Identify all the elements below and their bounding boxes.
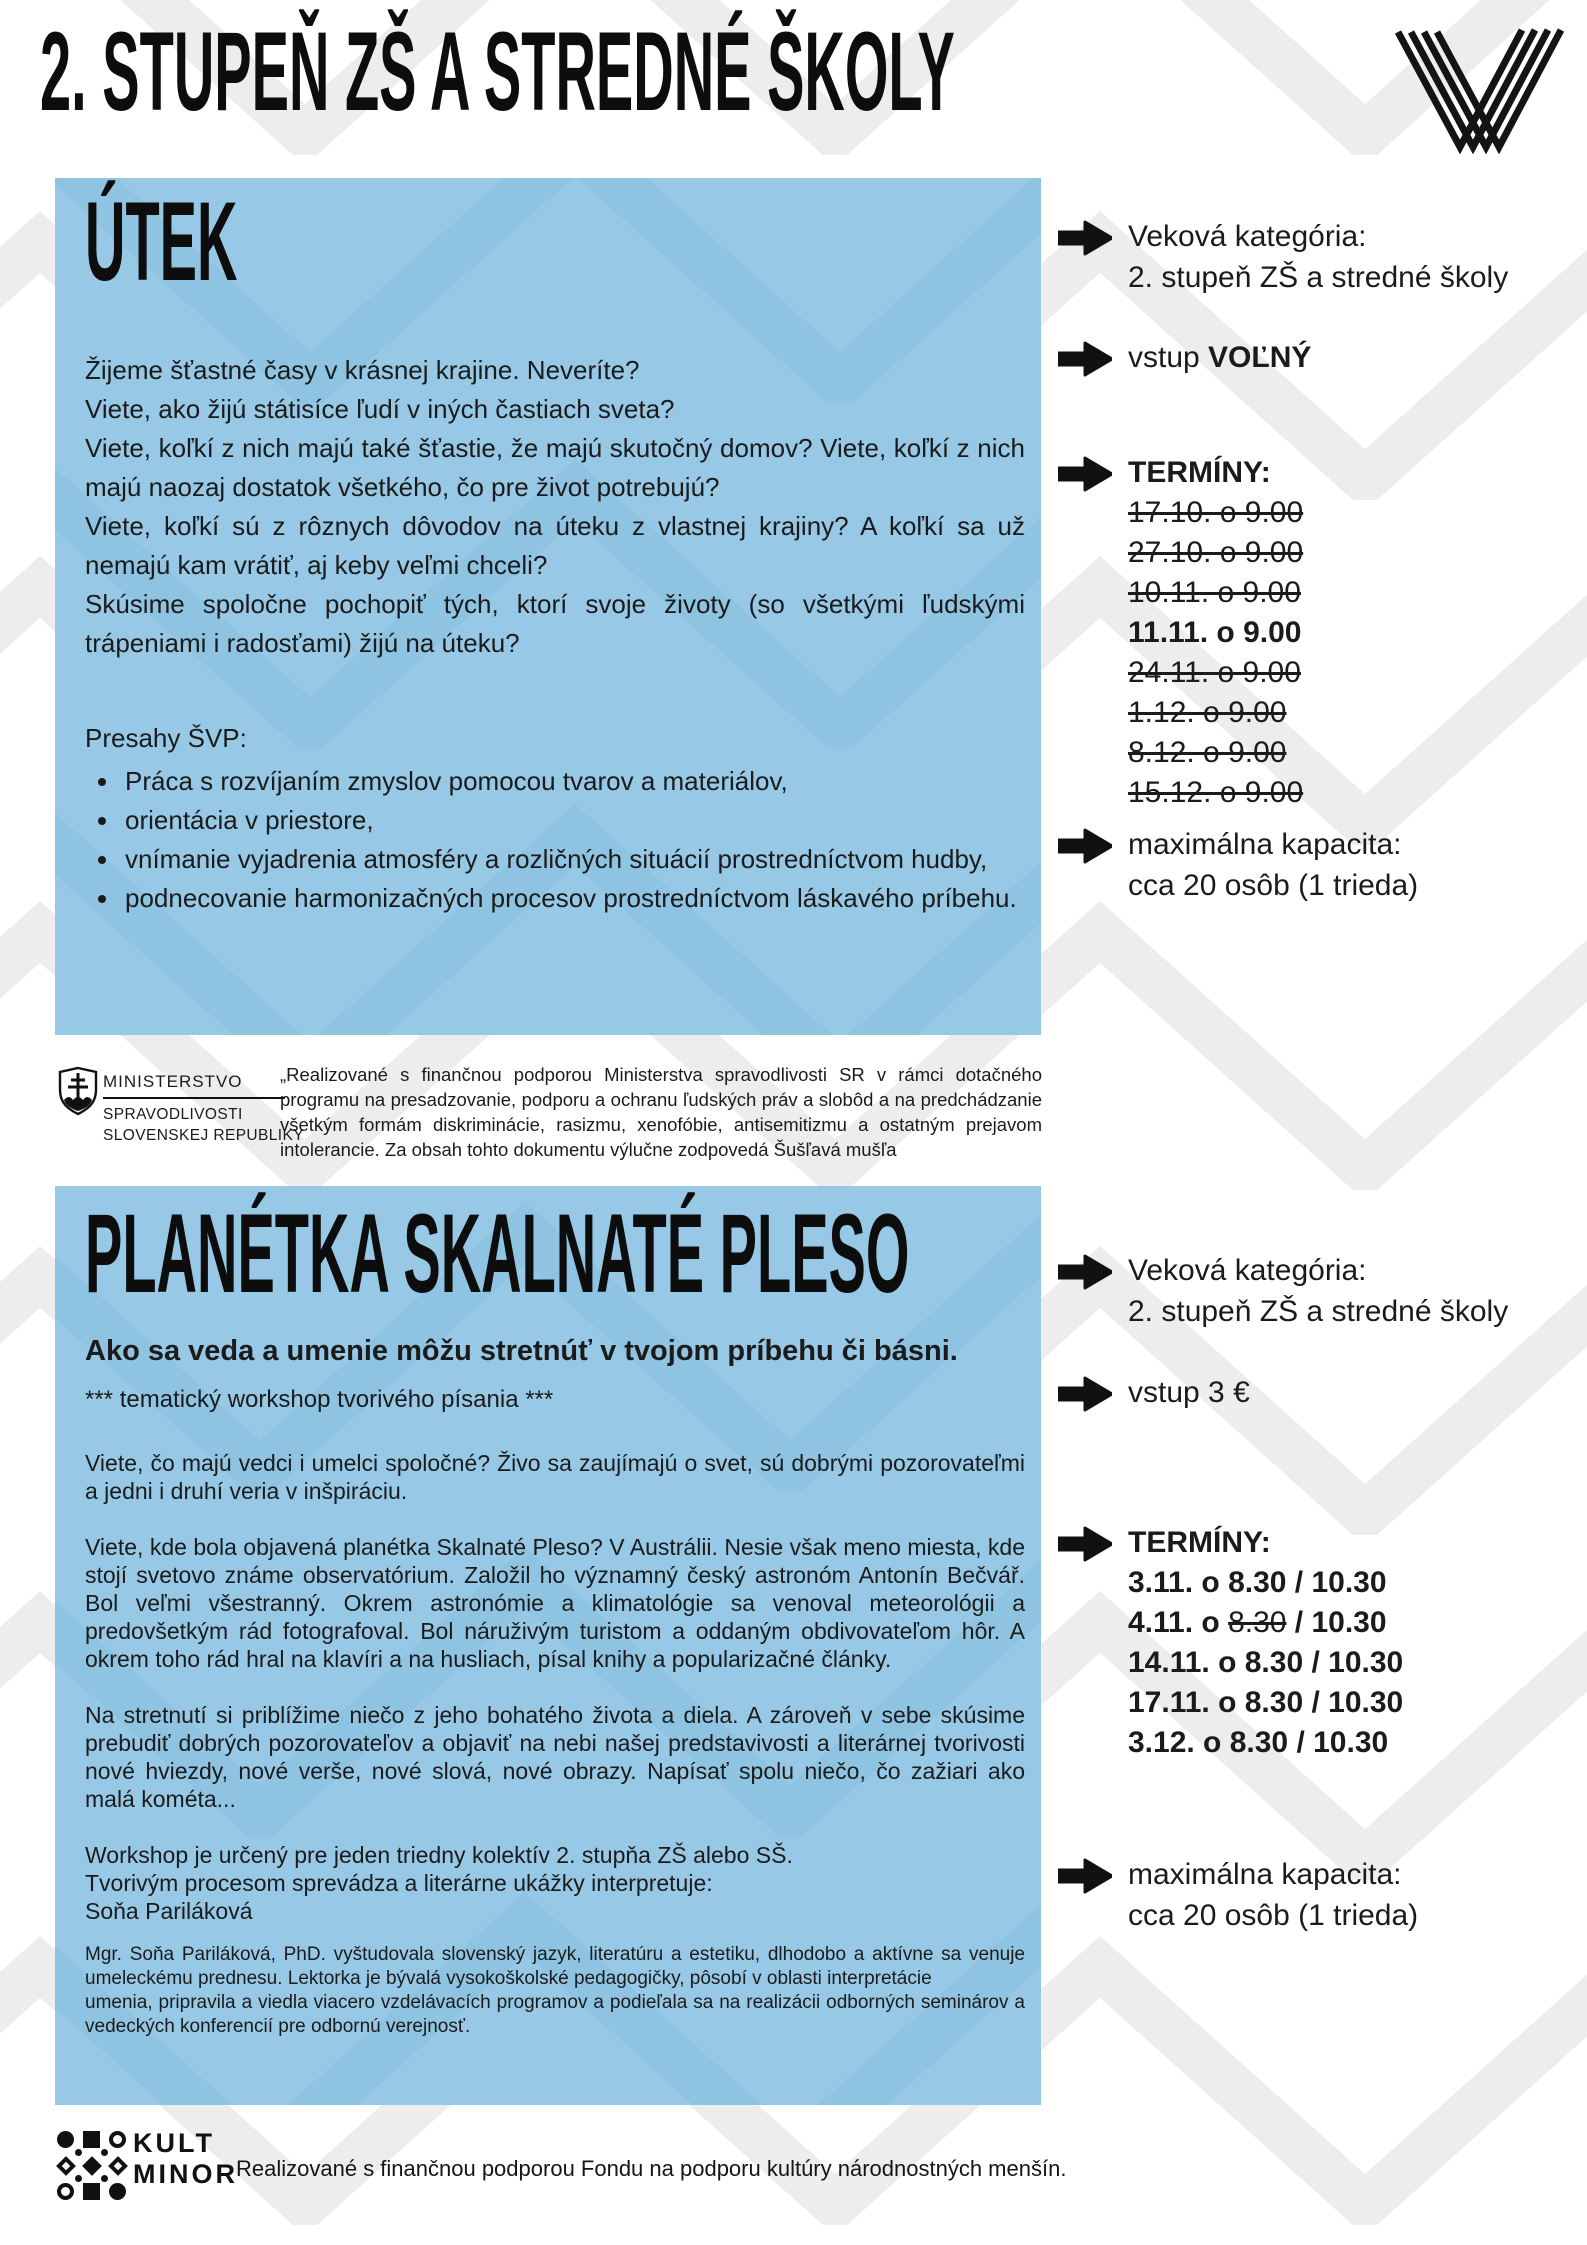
workshop-line: Soňa Pariláková bbox=[85, 1898, 253, 1925]
entry-fee-prefix: vstup bbox=[1128, 1376, 1209, 1409]
logo-shape bbox=[101, 2175, 108, 2182]
program-title-text: ÚTEK bbox=[85, 179, 238, 304]
date-line bbox=[1128, 1683, 1403, 1723]
ministry-name-line1: MINISTERSTVO bbox=[103, 1072, 285, 1099]
ministry-name-line3: SLOVENSKEJ REPUBLIKY bbox=[103, 1127, 304, 1144]
svp-label: Presahy ŠVP: bbox=[85, 723, 247, 754]
capacity-value: cca 20 osôb (1 trieda) bbox=[1128, 1899, 1419, 1932]
program-title-text: PLANÉTKA SKALNATÉ PLESO bbox=[85, 1191, 910, 1316]
age-category-value: 2. stupeň ZŠ a stredné školy bbox=[1128, 261, 1509, 294]
svp-item: • orientácia v priestore, bbox=[121, 801, 1025, 840]
entry-fee-text bbox=[1128, 1372, 1250, 1413]
date-line bbox=[1128, 1723, 1403, 1763]
svp-item: • Práca s rozvíjaním zmyslov pomocou tvarov a materiálov, bbox=[121, 762, 1025, 801]
program-card-utek bbox=[55, 178, 1041, 1035]
brand-v-logo bbox=[1390, 26, 1568, 154]
age-category-value: 2. stupeň ZŠ a stredné školy bbox=[1128, 1295, 1509, 1328]
kultminor-logo-icon bbox=[57, 2131, 126, 2200]
date-line bbox=[1128, 613, 1303, 653]
svp-list bbox=[85, 762, 1025, 918]
date-part: 8.30 bbox=[1228, 1606, 1287, 1639]
workshop-line: Tvorivým procesom sprevádza a literárne ukážky interpretuje: bbox=[85, 1870, 713, 1897]
capacity-label: maximálna kapacita: bbox=[1128, 828, 1402, 861]
program-description bbox=[85, 1449, 1025, 1813]
arrow-icon bbox=[1058, 1526, 1112, 1562]
funding-credit: Realizované s finančnou podporou Fondu na podporu kultúry národnostných menšín. bbox=[236, 2156, 1067, 2181]
bio-line: Mgr. Soňa Pariláková, PhD. vyštudovala slovenský jazyk, literatúru a estetiku, dlhodobo a aktívne sa venuje umeleckému prednesu. Lektorka je bývalá vysokoškolské pedagogičky, pôsobí v oblasti interpretácie bbox=[85, 1944, 1025, 1990]
lecturer-bio bbox=[85, 1943, 1025, 2039]
capacity-value: cca 20 osôb (1 trieda) bbox=[1128, 869, 1419, 902]
svp-item: • vnímanie vyjadrenia atmosféry a rozličných situácií prostredníctvom hudby, bbox=[121, 840, 1025, 879]
logo-shape bbox=[108, 2156, 128, 2176]
arrow-icon bbox=[1058, 1858, 1112, 1894]
entry-fee-prefix: vstup bbox=[1128, 341, 1209, 374]
logo-shape bbox=[57, 2131, 74, 2148]
intro-line: Viete, koľkí sú z rôznych dôvodov na úteku z vlastnej krajiny? A koľkí sa už nemajú kam vrátiť, aj keby veľmi chceli? bbox=[85, 511, 1025, 581]
logo-shape bbox=[83, 2131, 100, 2148]
age-category-text bbox=[1128, 1250, 1508, 1332]
entry-fee-note bbox=[1058, 337, 1563, 378]
date-part: 27.10. o 9.00 bbox=[1128, 536, 1304, 569]
workshop-tagline: *** tematický workshop tvorivého písania *** bbox=[85, 1386, 554, 1414]
capacity-label: maximálna kapacita: bbox=[1128, 1858, 1402, 1891]
program-title bbox=[85, 1191, 1025, 1316]
capacity-note bbox=[1058, 1854, 1563, 1936]
date-part: 1.12. o 9.00 bbox=[1128, 696, 1287, 729]
card-content bbox=[55, 178, 1041, 1035]
date-line bbox=[1128, 733, 1303, 773]
date-part: 14.11. o 8.30 / 10.30 bbox=[1128, 1646, 1404, 1679]
dates-label: TERMÍNY: bbox=[1128, 456, 1271, 489]
date-line bbox=[1128, 533, 1303, 573]
page-title bbox=[40, 9, 1587, 134]
dates-note bbox=[1058, 452, 1563, 813]
entry-fee-text bbox=[1128, 337, 1311, 378]
entry-fee-value: 3 € bbox=[1208, 1376, 1250, 1409]
intro-paragraph bbox=[85, 351, 1025, 663]
date-line bbox=[1128, 493, 1303, 533]
date-part: 10.11. o 9.00 bbox=[1128, 576, 1301, 609]
bio-line: umenia, pripravila a viedla viacero vzdelávacích programov a podieľala sa na realizácii odborných seminárov a vedeckých konferencií pre odbornú verejnosť. bbox=[85, 1992, 1025, 2038]
description-paragraph: Viete, čo majú vedci i umelci spoločné? Živo sa zaujímajú o svet, sú dobrými pozorovateľmi a jedni i druhí veria v inšpiráciu. bbox=[85, 1450, 1025, 1505]
intro-line: Žijeme šťastné časy v krásnej krajine. Neveríte? bbox=[85, 355, 640, 386]
date-line bbox=[1128, 1603, 1403, 1643]
dates-block bbox=[1128, 1522, 1403, 1763]
age-category-note bbox=[1058, 216, 1563, 298]
logo-shape bbox=[75, 2175, 82, 2182]
arrow-icon bbox=[1058, 220, 1112, 256]
page-title-text: 2. STUPEŇ ZŠ A STREDNÉ ŠKOLY bbox=[40, 9, 955, 134]
kultminor-line2: MINOR bbox=[133, 2159, 238, 2189]
dates-note bbox=[1058, 1522, 1563, 1763]
date-line bbox=[1128, 1563, 1403, 1603]
workshop-line: Workshop je určený pre jeden triedny kolektív 2. stupňa ZŠ alebo SŠ. bbox=[85, 1842, 793, 1869]
logo-shape bbox=[82, 2156, 102, 2176]
logo-shape bbox=[57, 2183, 74, 2200]
dates-label: TERMÍNY: bbox=[1128, 1526, 1271, 1559]
slovak-coat-of-arms-icon bbox=[57, 1066, 99, 1116]
date-line bbox=[1128, 693, 1303, 733]
ministry-disclaimer: „Realizované s finančnou podporou Ministerstva spravodlivosti SR v rámci dotačného programu na presadzovanie, podporu a ochranu ľudských práv a slobôd a na predchádzanie všetkým formám diskriminácie, rasizmu, xenofóbie, antisemitizmu a ostatným prejavom intolerancie. Za obsah tohto dokumentu výlučne zodpovedá Šušľavá mušľa bbox=[280, 1064, 1042, 1160]
logo-shape bbox=[75, 2149, 82, 2156]
age-category-note bbox=[1058, 1250, 1563, 1332]
workshop-info bbox=[85, 1841, 1025, 1925]
date-part: 15.12. o 9.00 bbox=[1128, 776, 1304, 809]
date-part: 4.11. o bbox=[1128, 1606, 1229, 1639]
date-part: 17.11. o 8.30 / 10.30 bbox=[1128, 1686, 1404, 1719]
logo-shape bbox=[101, 2149, 108, 2156]
date-part: 17.10. o 9.00 bbox=[1128, 496, 1304, 529]
arrow-icon bbox=[1058, 456, 1112, 492]
kultminor-line1: KULT bbox=[133, 2128, 215, 2158]
logo-shape bbox=[109, 2183, 126, 2200]
date-line bbox=[1128, 653, 1303, 693]
arrow-icon bbox=[1058, 828, 1112, 864]
description-paragraph: Viete, kde bola objavená planétka Skalnaté Pleso? V Austrálii. Nesie však meno miesta, kde stojí svetovo známe observatórium. Založil ho významný český astronóm Antonín Bečvář. Bol veľmi všestranný. Okrem astronómie a klimatológie sa venoval meteorológii a predovšetkým rád fotografoval. Bol náruživým turistom a oddaným obdivovateľom hôr. A okrem toho rád hral na klavíri a na husliach, písal knihy a popularizačné články. bbox=[85, 1534, 1025, 1673]
program-title bbox=[85, 179, 1025, 304]
dates-block bbox=[1128, 452, 1303, 813]
date-part: 3.12. o 8.30 / 10.30 bbox=[1128, 1726, 1389, 1759]
age-category-text bbox=[1128, 216, 1508, 298]
date-part: / 10.30 bbox=[1286, 1606, 1387, 1639]
kultminor-wordmark bbox=[133, 2128, 238, 2190]
date-part: 8.12. o 9.00 bbox=[1128, 736, 1287, 769]
date-part: 11.11. o 9.00 bbox=[1128, 616, 1302, 649]
capacity-text bbox=[1128, 1854, 1418, 1936]
dates-list bbox=[1128, 1563, 1403, 1763]
age-category-label: Veková kategória: bbox=[1128, 220, 1367, 253]
dates-list bbox=[1128, 493, 1303, 813]
date-line bbox=[1128, 1643, 1403, 1683]
logo-shape bbox=[109, 2131, 126, 2148]
entry-fee-value: VOĽNÝ bbox=[1208, 341, 1312, 374]
date-part: 24.11. o 9.00 bbox=[1128, 656, 1301, 689]
logo-shape bbox=[83, 2183, 100, 2200]
intro-line: Viete, koľkí z nich majú také šťastie, že majú skutočný domov? Viete, koľkí z nich majú naozaj dostatok všetkého, čo pre život potrebujú? bbox=[85, 433, 1025, 503]
svp-item: • podnecovanie harmonizačných procesov prostredníctvom láskavého príbehu. bbox=[121, 879, 1025, 918]
arrow-icon bbox=[1058, 1376, 1112, 1412]
capacity-text bbox=[1128, 824, 1418, 906]
logo-shape bbox=[56, 2156, 76, 2176]
program-card-planetka bbox=[55, 1186, 1041, 2105]
date-line bbox=[1128, 773, 1303, 813]
date-line bbox=[1128, 573, 1303, 613]
intro-line: Viete, ako žijú státisíce ľudí v iných častiach sveta? bbox=[85, 394, 675, 425]
capacity-note bbox=[1058, 824, 1563, 906]
age-category-label: Veková kategória: bbox=[1128, 1254, 1367, 1287]
arrow-icon bbox=[1058, 1254, 1112, 1290]
entry-fee-note bbox=[1058, 1372, 1563, 1413]
description-paragraph: Na stretnutí si priblížime niečo z jeho bohatého života a diela. A zároveň v sebe skúsime prebudiť dobrých pozorovateľov a objaviť na nebi našej predstavivosti a literárnej tvorivosti nové hviezdy, nové verše, nové slová, nové obrazy. Napísať spolu niečo, čo zažiari ako malá kométa... bbox=[85, 1702, 1025, 1813]
arrow-icon bbox=[1058, 341, 1112, 377]
program-subtitle: Ako sa veda a umenie môžu stretnúť v tvojom príbehu či básni. bbox=[85, 1335, 958, 1368]
date-part: 3.11. o 8.30 / 10.30 bbox=[1128, 1566, 1387, 1599]
card-content bbox=[55, 1186, 1041, 2105]
ministry-name-line2: SPRAVODLIVOSTI bbox=[103, 1106, 243, 1123]
intro-line: Skúsime spoločne pochopiť tých, ktorí svoje životy (so všetkými ľudskými trápeniami i radosťami) žijú na úteku? bbox=[85, 589, 1025, 659]
